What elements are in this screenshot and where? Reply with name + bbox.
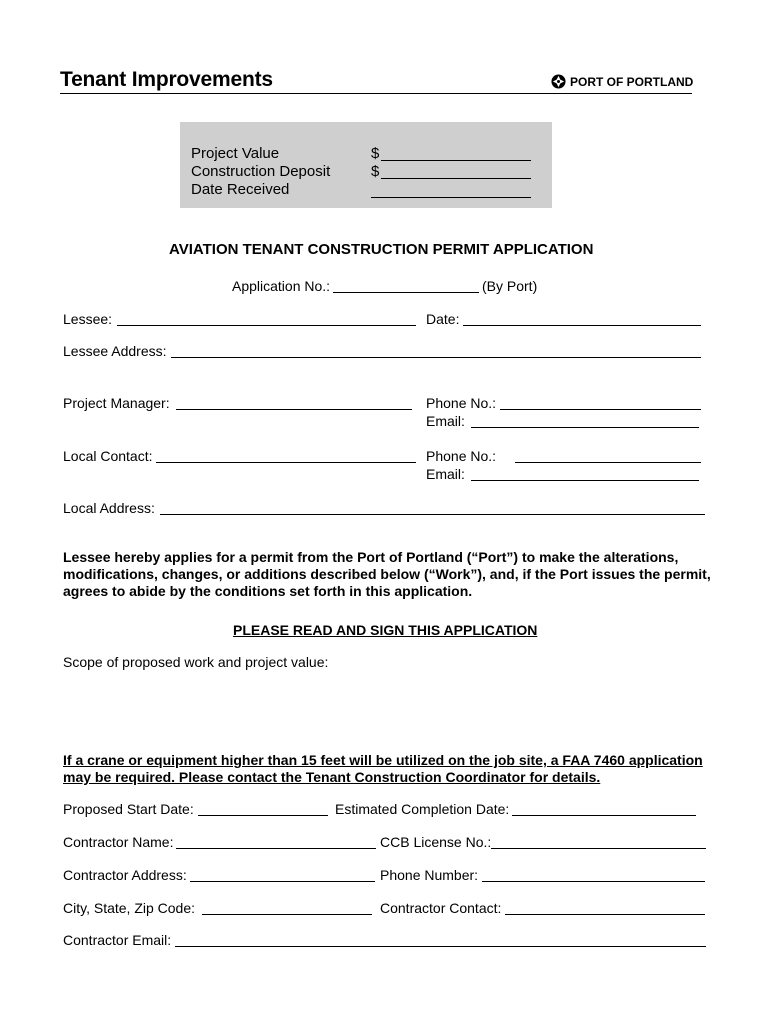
- pm-email-field[interactable]: [471, 427, 699, 428]
- form-title: AVIATION TENANT CONSTRUCTION PERMIT APPLICATION: [169, 241, 594, 258]
- city-state-zip-label: City, State, Zip Code:: [63, 900, 196, 916]
- contractor-name-field[interactable]: [176, 848, 376, 849]
- project-manager-label: Project Manager:: [63, 395, 170, 411]
- contractor-email-label: Contractor Email:: [63, 932, 172, 948]
- ccb-license-label: CCB License No.:: [380, 834, 492, 850]
- date-received-field[interactable]: [371, 197, 531, 198]
- agreement-paragraph: Lessee hereby applies for a permit from the Port of Portland (“Port”) to make the alterations, modifications, changes, or additions described below (“Work”), and, if the Port issues the permit, agrees to abide by the conditions set forth in this application.: [63, 549, 711, 599]
- lessee-address-field[interactable]: [171, 357, 701, 358]
- currency-symbol: $: [371, 163, 380, 180]
- logo-text: PORT OF PORTLAND: [570, 74, 694, 89]
- contractor-contact-label: Contractor Contact:: [380, 900, 502, 916]
- local-email-field[interactable]: [471, 480, 699, 481]
- project-value-label: Project Value: [191, 145, 280, 162]
- city-state-zip-field[interactable]: [202, 914, 372, 915]
- construction-deposit-label: Construction Deposit: [191, 163, 331, 180]
- proposed-start-label: Proposed Start Date:: [63, 801, 194, 817]
- scope-label[interactable]: Scope of proposed work and project value:: [63, 654, 329, 670]
- port-logo-icon: [551, 74, 566, 89]
- project-manager-field[interactable]: [176, 409, 412, 410]
- crane-notice: If a crane or equipment higher than 15 feet will be utilized on the job site, a FAA 7460 application may be required. Please contact the Tenant Construction Coordinator for details.: [63, 752, 703, 785]
- date-received-label: Date Received: [191, 181, 290, 198]
- local-phone-label: Phone No.:: [426, 448, 497, 464]
- estimated-completion-field[interactable]: [512, 815, 696, 816]
- local-contact-label: Local Contact:: [63, 448, 153, 464]
- estimated-completion-label: Estimated Completion Date:: [335, 801, 510, 817]
- application-no-suffix: (By Port): [482, 278, 538, 294]
- contractor-contact-field[interactable]: [505, 914, 705, 915]
- date-field[interactable]: [463, 325, 701, 326]
- local-contact-field[interactable]: [156, 462, 416, 463]
- local-phone-field[interactable]: [515, 462, 701, 463]
- pm-phone-label: Phone No.:: [426, 395, 497, 411]
- lessee-address-label: Lessee Address:: [63, 343, 167, 359]
- contractor-name-label: Contractor Name:: [63, 834, 174, 850]
- project-value-field[interactable]: [381, 160, 531, 161]
- pm-email-label: Email:: [426, 413, 465, 429]
- read-sign-heading: PLEASE READ AND SIGN THIS APPLICATION: [233, 622, 538, 638]
- pm-phone-field[interactable]: [500, 409, 701, 410]
- currency-symbol: $: [371, 145, 380, 162]
- contractor-email-field[interactable]: [175, 946, 706, 947]
- port-of-portland-logo: [551, 74, 693, 89]
- page-title: Tenant Improvements: [60, 68, 273, 91]
- ccb-license-field[interactable]: [491, 848, 706, 849]
- contractor-address-field[interactable]: [190, 881, 375, 882]
- phone-number-field[interactable]: [482, 881, 705, 882]
- phone-number-label: Phone Number:: [380, 867, 479, 883]
- construction-deposit-field[interactable]: [381, 178, 531, 179]
- proposed-start-field[interactable]: [198, 815, 328, 816]
- header-divider: [60, 93, 692, 94]
- lessee-label: Lessee:: [63, 311, 113, 327]
- application-no-field[interactable]: [333, 292, 479, 293]
- local-email-label: Email:: [426, 466, 465, 482]
- local-address-field[interactable]: [160, 514, 705, 515]
- contractor-address-label: Contractor Address:: [63, 867, 187, 883]
- local-address-label: Local Address:: [63, 500, 155, 516]
- lessee-field[interactable]: [117, 325, 416, 326]
- date-label: Date:: [426, 311, 460, 327]
- application-no-label: Application No.:: [232, 278, 331, 294]
